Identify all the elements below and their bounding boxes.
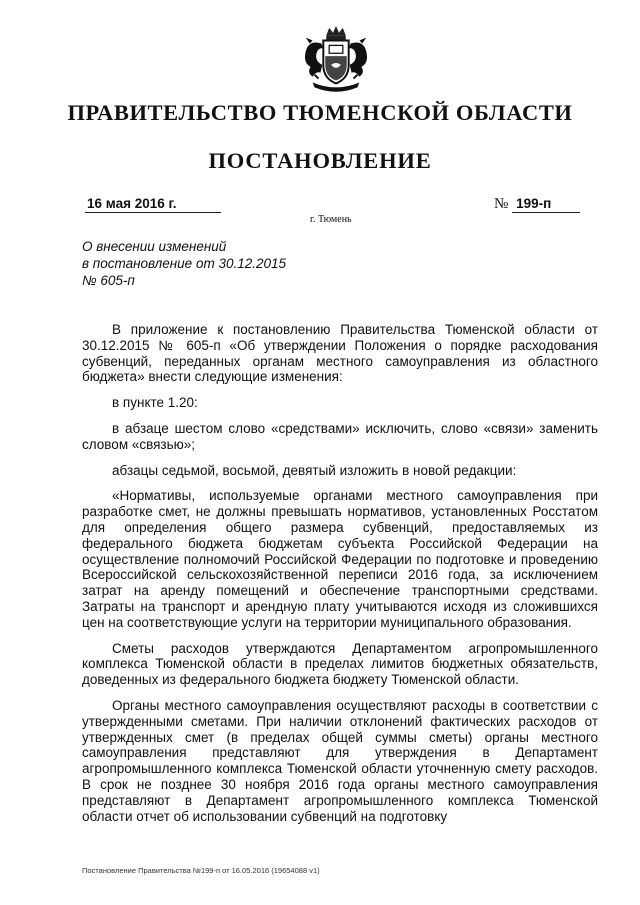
subject-line: О внесении изменений — [82, 239, 227, 254]
document-body — [82, 322, 598, 824]
body-paragraph: Органы местного самоуправления осуществляют расходы в соответствии с утвержденными сметами. При наличии отклонений фактических расходов от утвержденных смет (в пределах общей суммы сметы) органы местного самоуправления представляют для утверждения в Департамент агропромышленного комплекса Тюменской области уточненную смету расходов. В срок не позднее 30 ноября 2016 года органы местного самоуправления представляют в Департамент агропромышленного комплекса Тюменской области отчет об использовании субвенций на подготовку — [82, 697, 598, 824]
document-number — [494, 196, 580, 213]
body-paragraph: В приложение к постановлению Правительства Тюменской области от 30.12.2015 № 605-п «Об утверждении Положения о порядке расходования субвенций, переданных органам местного самоуправления из областного бюджета» внести следующие изменения: — [82, 322, 598, 385]
government-title: ПРАВИТЕЛЬСТВО ТЮМЕНСКОЙ ОБЛАСТИ — [67, 100, 573, 125]
body-paragraph: абзацы седьмой, восьмой, девятый изложить в новой редакции: — [112, 462, 517, 478]
document-subject — [82, 238, 402, 289]
coat-of-arms-icon — [297, 22, 375, 100]
city-label: г. Тюмень — [310, 214, 352, 225]
subject-line: № 605-п — [82, 273, 135, 288]
body-paragraph: в абзаце шестом слово «средствами» исключить, слово «связи» заменить словом «связью»; — [82, 420, 598, 452]
body-paragraph: в пункте 1.20: — [112, 395, 198, 411]
number-sign: № — [494, 196, 509, 212]
document-date: 16 мая 2016 г. — [85, 196, 221, 213]
body-paragraph: Сметы расходов утверждаются Департаментом агропромышленного комплекса Тюменской области в пределах лимитов бюджетных обязательств, доведенных из федерального бюджета бюджету Тюменской области. — [82, 640, 598, 688]
document-type-title: ПОСТАНОВЛЕНИЕ — [208, 148, 432, 173]
footer-reference: Постановление Правительства №199-п от 16.05.2016 (19654088 v1) — [82, 866, 320, 875]
subject-line: в постановление от 30.12.2015 — [82, 256, 287, 271]
number-value: 199-п — [512, 196, 580, 213]
body-paragraph: «Нормативы, используемые органами местного самоуправления при разработке смет, не должны превышать нормативов, установленных Росстатом для определения общего размера субвенций, предоставляемых из федерального бюджета бюджетам субъекта Российской Федерации на осуществление полномочий Российской Федерации по подготовке и проведению Всероссийской сельскохозяйственной переписи 2016 года, за исключением затрат на аренду помещений и обеспечение транспортными средствами. Затраты на транспорт и арендную плату учитываются исходя из сложившихся цен на соответствующие услуги на территории муниципального образования. — [82, 488, 598, 630]
